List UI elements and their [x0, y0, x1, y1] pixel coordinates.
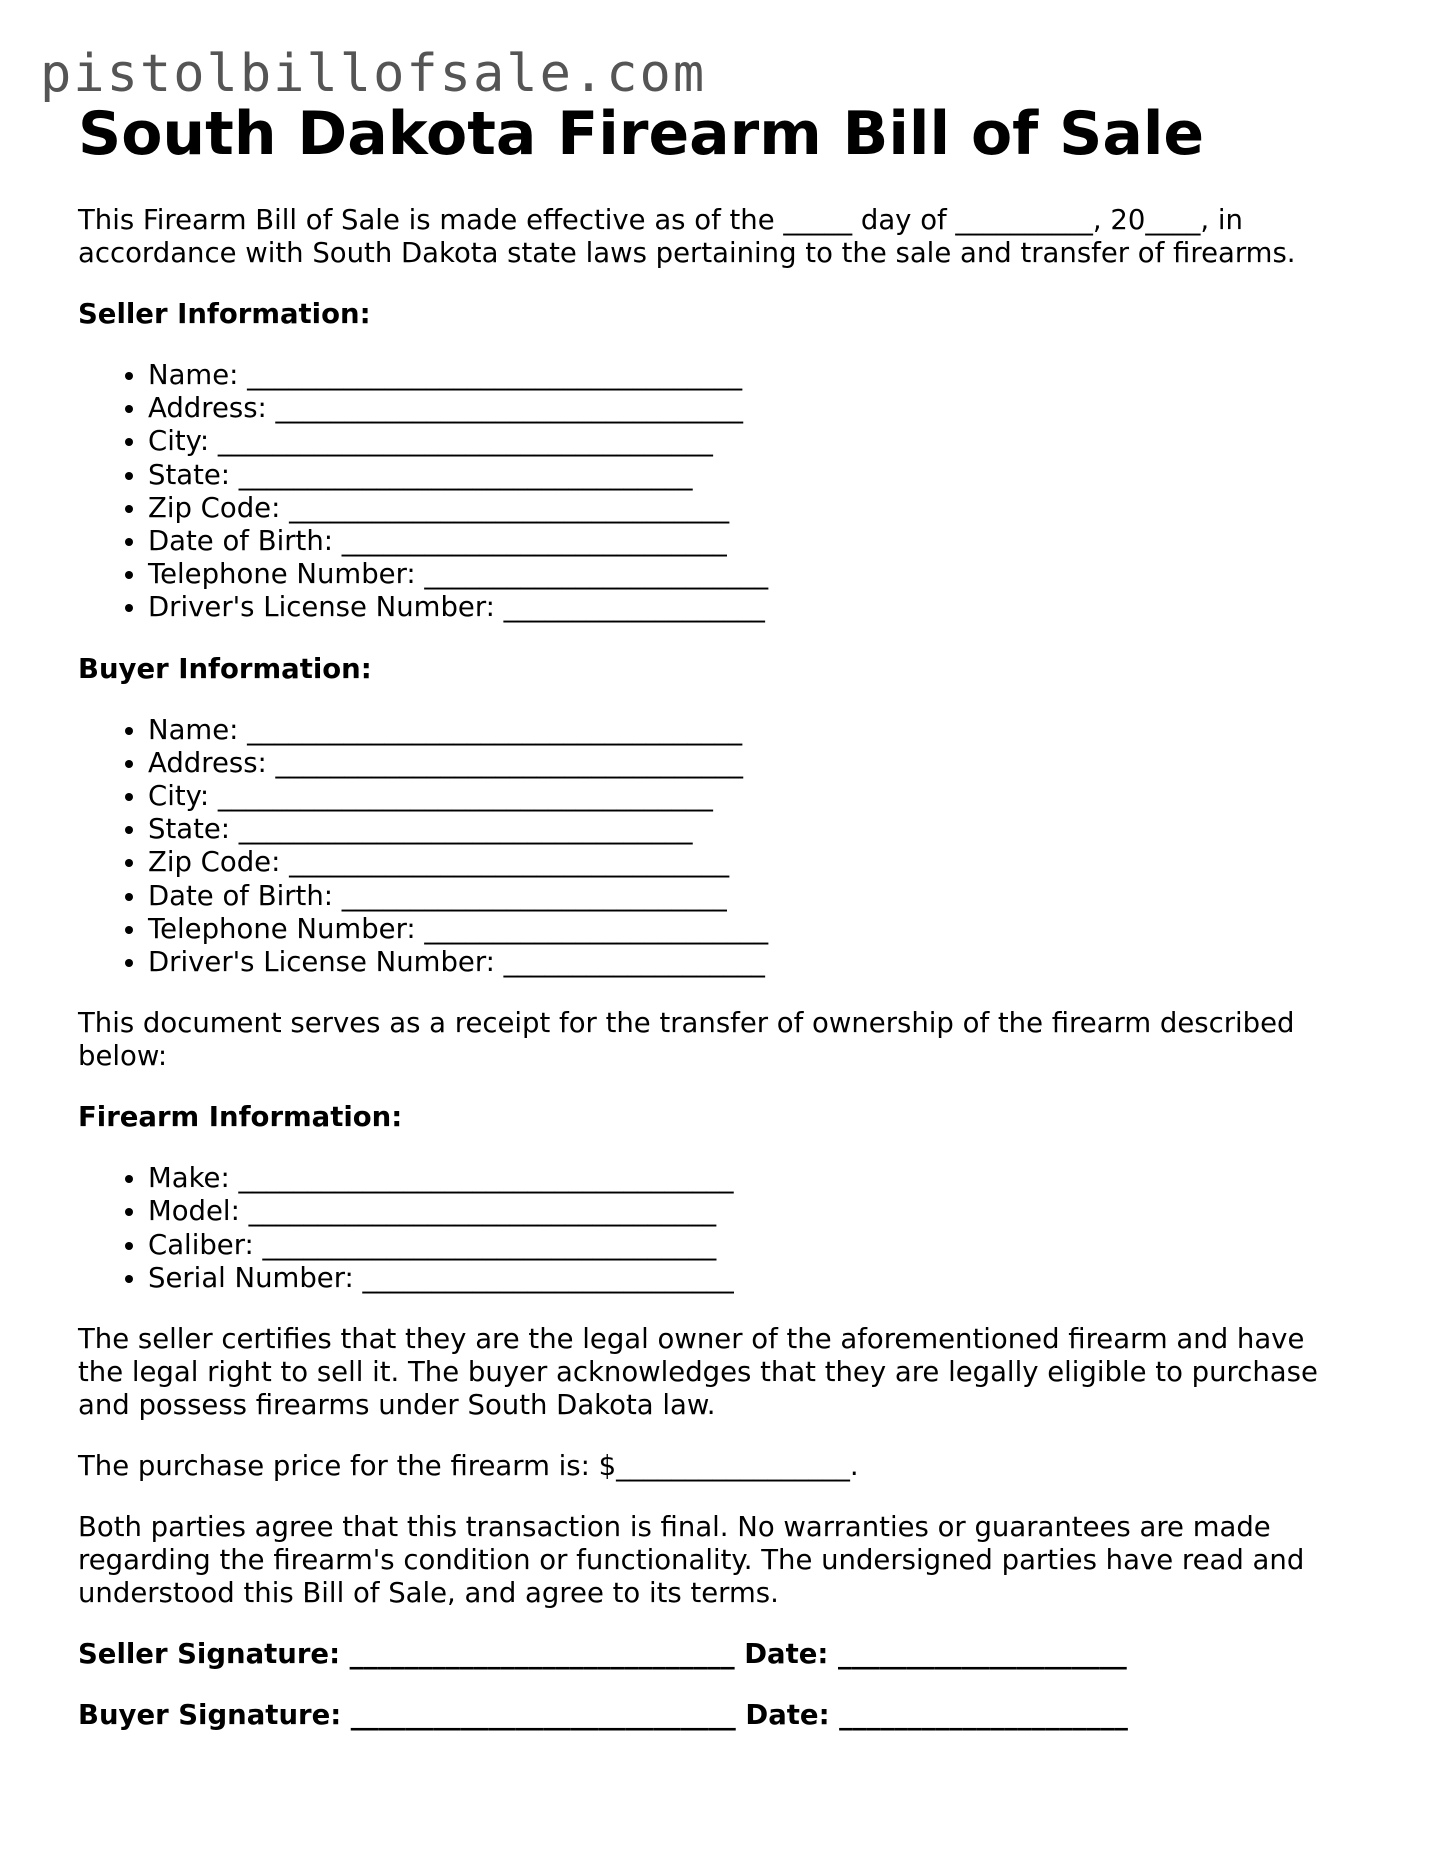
buyer-city-field[interactable]: • City: ____________________________________ — [148, 780, 1358, 813]
seller-name-field[interactable]: • Name: ____________________________________ — [148, 359, 1358, 392]
buyer-dob-field[interactable]: • Date of Birth: ____________________________ — [148, 880, 1358, 913]
purchase-price-field[interactable]: The purchase price for the firearm is: $_________________. — [78, 1450, 859, 1483]
receipt-paragraph: This document serves as a receipt for the transfer of ownership of the firearm described below: — [78, 1007, 1295, 1073]
firearm-heading: Firearm Information: — [78, 1101, 403, 1134]
seller-field-list — [78, 359, 1358, 625]
seller-state-field[interactable]: • State: _________________________________ — [148, 459, 1358, 492]
buyer-address-field[interactable]: • Address: __________________________________ — [148, 747, 1358, 780]
intro-paragraph: This Firearm Bill of Sale is made effective as of the _____ day of __________, 20____, in accordance with South Dakota state laws pertaining to the sale and transfer of firearms. — [78, 204, 1296, 269]
firearm-make-field[interactable]: • Make: ____________________________________ — [148, 1162, 1358, 1195]
seller-heading: Seller Information: — [78, 298, 371, 330]
seller-city-field[interactable]: • City: ____________________________________ — [148, 425, 1358, 458]
final-terms-paragraph: Both parties agree that this transaction is final. No warranties or guarantees are made regarding the firearm's condition or functionality. The undersigned parties have read and understood this Bill of Sale, and agree to its terms. — [78, 1511, 1305, 1610]
document-body — [78, 96, 1358, 1732]
buyer-field-list — [78, 714, 1358, 980]
buyer-zip-field[interactable]: • Zip Code: ________________________________ — [148, 846, 1358, 879]
buyer-name-field[interactable]: • Name: ____________________________________ — [148, 714, 1358, 747]
buyer-phone-field[interactable]: • Telephone Number: _________________________ — [148, 913, 1358, 946]
buyer-state-field[interactable]: • State: _________________________________ — [148, 813, 1358, 846]
firearm-caliber-field[interactable]: • Caliber: _________________________________ — [148, 1229, 1358, 1262]
firearm-field-list — [78, 1162, 1358, 1295]
firearm-model-field[interactable]: • Model: __________________________________ — [148, 1195, 1358, 1228]
seller-phone-field[interactable]: • Telephone Number: _________________________ — [148, 558, 1358, 591]
seller-address-field[interactable]: • Address: __________________________________ — [148, 392, 1358, 425]
certification-paragraph: The seller certifies that they are the legal owner of the aforementioned firearm and have the legal right to sell it. The buyer acknowledges that they are legally eligible to purchase and possess firearms under South Dakota law. — [78, 1323, 1318, 1422]
buyer-license-field[interactable]: • Driver's License Number: ___________________ — [148, 946, 1358, 979]
seller-dob-field[interactable]: • Date of Birth: ____________________________ — [148, 525, 1358, 558]
buyer-heading: Buyer Information: — [78, 652, 372, 685]
watermark-text: pistolbillofsale.com — [40, 44, 707, 104]
page-title: South Dakota Firearm Bill of Sale — [78, 99, 1205, 169]
seller-signature-line[interactable]: Seller Signature: ____________________________ Date: _____________________ — [78, 1638, 1127, 1671]
buyer-signature-line[interactable]: Buyer Signature: ____________________________ Date: _____________________ — [78, 1699, 1128, 1732]
seller-license-field[interactable]: • Driver's License Number: ___________________ — [148, 591, 1358, 624]
firearm-serial-field[interactable]: • Serial Number: ___________________________ — [148, 1262, 1358, 1295]
seller-zip-field[interactable]: • Zip Code: ________________________________ — [148, 492, 1358, 525]
